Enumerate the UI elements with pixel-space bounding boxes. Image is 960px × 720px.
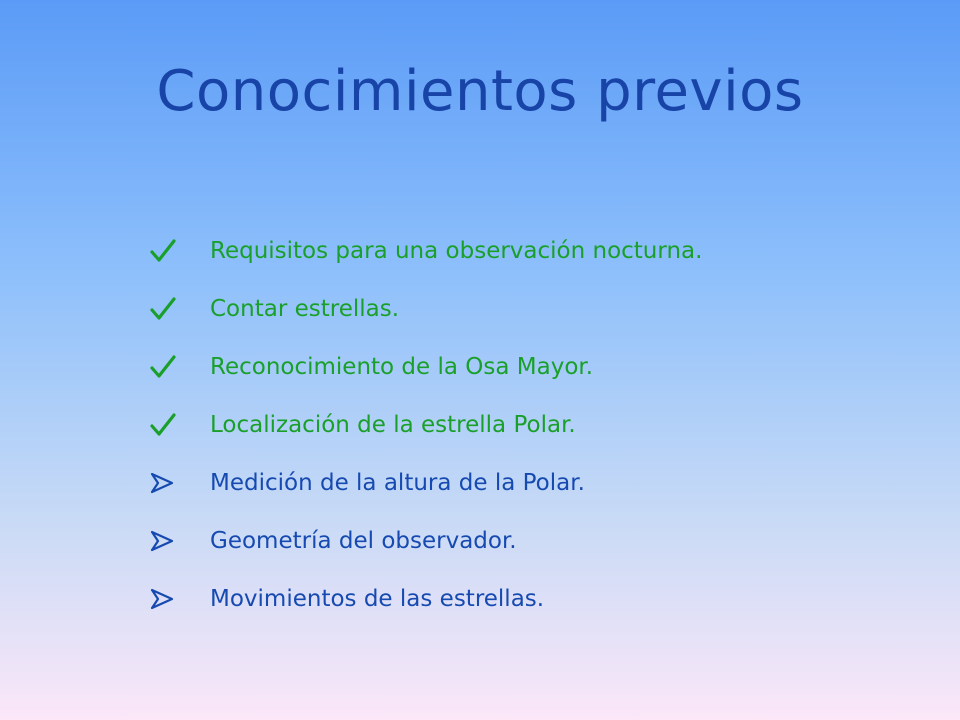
arrow-icon (150, 463, 210, 503)
list-item-text: Contar estrellas. (210, 296, 400, 322)
check-icon (150, 289, 210, 329)
check-icon (150, 405, 210, 445)
arrow-icon (150, 521, 210, 561)
bullet-list (150, 222, 702, 628)
list-item (150, 454, 702, 512)
list-item (150, 280, 702, 338)
list-item-text: Geometría del observador. (210, 528, 517, 554)
list-item (150, 222, 702, 280)
list-item-text: Medición de la altura de la Polar. (210, 470, 585, 496)
slide-title: Conocimientos previos (156, 59, 804, 124)
list-item-text: Requisitos para una observación nocturna. (210, 238, 703, 264)
list-item-text: Localización de la estrella Polar. (210, 412, 576, 438)
list-item (150, 512, 702, 570)
arrow-icon (150, 579, 210, 619)
list-item (150, 396, 702, 454)
list-item-text: Movimientos de las estrellas. (210, 586, 545, 612)
check-icon (150, 347, 210, 387)
list-item-text: Reconocimiento de la Osa Mayor. (210, 354, 594, 380)
list-item (150, 338, 702, 396)
list-item (150, 570, 702, 628)
check-icon (150, 231, 210, 271)
